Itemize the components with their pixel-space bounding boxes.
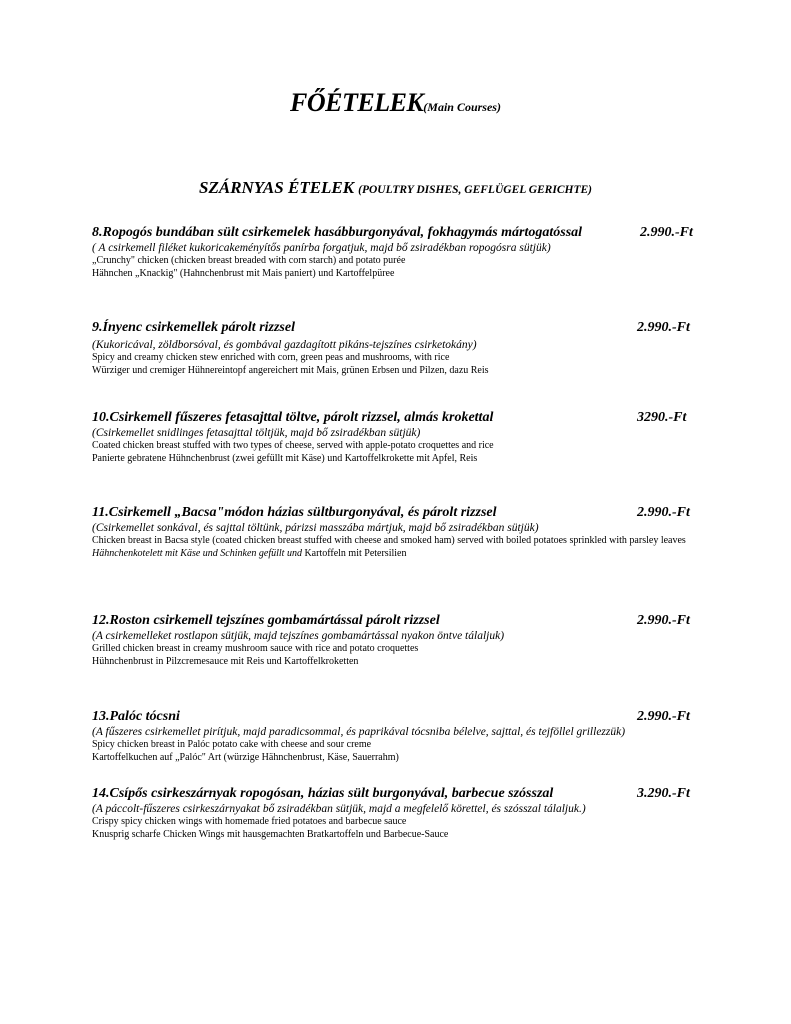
- menu-item-description-en: Spicy chicken breast in Palóc potato cake with cheese and sour creme: [92, 739, 372, 750]
- page-title-main: FŐÉTELEK: [290, 88, 424, 117]
- menu-item-price: 2.990.-Ft: [637, 613, 690, 628]
- menu-item-11: [92, 505, 702, 560]
- menu-item-description-de: Knusprig scharfe Chicken Wings mit hausgemachten Bratkartoffeln und Barbecue-Sauce: [92, 828, 449, 840]
- menu-item-price: 2.990.-Ft: [637, 320, 690, 335]
- menu-item-description-de: Kartoffelkuchen auf „Palóc" Art (würzige Hähnchenbrust, Käse, Sauerrahm): [92, 751, 399, 763]
- menu-item-13: [92, 709, 702, 764]
- menu-item-price: 3290.-Ft: [637, 410, 687, 425]
- menu-item-description-hu: (A páccolt-fűszeres csirkeszárnyakat bő zsiradékban sütjük, majd a megfelelő körettel, és szósszal tálaljuk.): [92, 803, 586, 815]
- menu-item-description-de: Würziger und cremiger Hühnereintopf angereichert mit Mais, grünen Erbsen und Pilzen, dazu Reis: [92, 364, 489, 376]
- menu-item-description-de: [92, 548, 702, 561]
- menu-item-description-en: Crispy spicy chicken wings with homemade fried potatoes and barbecue sauce: [92, 816, 407, 827]
- menu-item-price: 2.990.-Ft: [640, 225, 693, 240]
- menu-item-description-hu: (Csirkemellet snidlinges fetasajttal töltjük, majd bő zsiradékban sütjük): [92, 427, 421, 439]
- menu-item-name: 9.Ínyenc csirkemellek párolt rizzsel: [92, 320, 295, 335]
- menu-item-head: [92, 786, 702, 803]
- menu-item-description-en: „Crunchy" chicken (chicken breast breaded with corn starch) and potato purée: [92, 255, 406, 266]
- page-title: [0, 88, 791, 118]
- menu-item-description-de: Hühnchenbrust in Pilzcremesauce mit Reis und Kartoffelkroketten: [92, 655, 359, 667]
- menu-item-name: 8.Ropogós bundában sült csirkemelek hasábburgonyával, fokhagymás mártogatóssal: [92, 225, 583, 240]
- section-heading-main: SZÁRNYAS ÉTELEK: [199, 178, 355, 197]
- page-title-sub: (Main Courses): [423, 100, 501, 114]
- menu-item-description-de: Panierte gebratene Hühnchenbrust (zwei gefüllt mit Käse) und Kartoffelkrokette mit Apfel, Reis: [92, 452, 478, 464]
- menu-item-price: 2.990.-Ft: [637, 709, 690, 724]
- menu-item-description-en: Grilled chicken breast in creamy mushroom sauce with rice and potato croquettes: [92, 643, 419, 654]
- menu-item-8: [92, 225, 702, 280]
- menu-item-price: 2.990.-Ft: [637, 505, 690, 520]
- menu-item-description-hu: (A csirkemelleket rostlapon sütjük, majd tejszínes gombamártással nyakon öntve tálaljuk): [92, 630, 505, 642]
- menu-item-head: [92, 225, 702, 242]
- menu-item-name: 10.Csirkemell fűszeres fetasajttal töltve, párolt rizzsel, almás krokettal: [92, 410, 494, 425]
- menu-item-price: 3.290.-Ft: [637, 786, 690, 801]
- menu-item-description-en: Spicy and creamy chicken stew enriched with corn, green peas and mushrooms, with rice: [92, 352, 450, 363]
- menu-item-head: [92, 613, 702, 630]
- menu-item-head: [92, 320, 702, 337]
- section-heading-sub: (POULTRY DISHES, GEFLÜGEL GERICHTE): [358, 184, 592, 196]
- menu-item-head: [92, 410, 702, 427]
- menu-item-9: [92, 320, 702, 377]
- menu-item-description-hu: (A fűszeres csirkemellet pirítjuk, majd paradicsommal, és paprikával tócsniba bélelve, sajttal, és tejföllel grillezzük): [92, 726, 626, 738]
- menu-item-description-de-rest: Kartoffeln mit Petersilien: [301, 547, 407, 559]
- section-heading: [0, 178, 791, 198]
- menu-item-head: [92, 505, 702, 522]
- menu-item-10: [92, 410, 702, 465]
- menu-item-description-de: Hähnchen „Knackig" (Hahnchenbrust mit Mais paniert) und Kartoffelpüree: [92, 267, 395, 279]
- menu-item-description-hu: ( A csirkemell filéket kukoricakeményítős panírba forgatjuk, majd bő zsiradékban ropogósra sütjük): [92, 242, 551, 254]
- menu-item-description-hu: (Csirkemellet sonkával, és sajttal töltünk, párizsi masszába mártjuk, majd bő zsiradékban sütjük): [92, 522, 539, 534]
- menu-item-name: 13.Palóc tócsni: [92, 709, 180, 724]
- menu-item-head: [92, 709, 702, 726]
- menu-item-name: 12.Roston csirkemell tejszínes gombamártással párolt rizzsel: [92, 613, 440, 628]
- menu-item-12: [92, 613, 702, 668]
- menu-item-name: 11.Csirkemell „Bacsa"módon házias sültburgonyával, és párolt rizzsel: [92, 505, 497, 520]
- menu-item-name: 14.Csípős csirkeszárnyak ropogósan, házias sült burgonyával, barbecue szósszal: [92, 786, 554, 801]
- menu-item-description-en: Chicken breast in Bacsa style (coated chicken breast stuffed with cheese and smoked ham) served with boiled potatoes sprinkled with parsley leaves: [92, 535, 686, 546]
- menu-item-description-de-italic: Hähnchenkotelett mit Käse und Schinken gefüllt und: [92, 547, 302, 559]
- menu-item-description-hu: (Kukoricával, zöldborsóval, és gombával gazdagított pikáns-tejszínes csirketokány): [92, 339, 477, 351]
- menu-item-description-en: Coated chicken breast stuffed with two types of cheese, served with apple-potato croquettes and rice: [92, 440, 494, 451]
- menu-item-14: [92, 786, 702, 841]
